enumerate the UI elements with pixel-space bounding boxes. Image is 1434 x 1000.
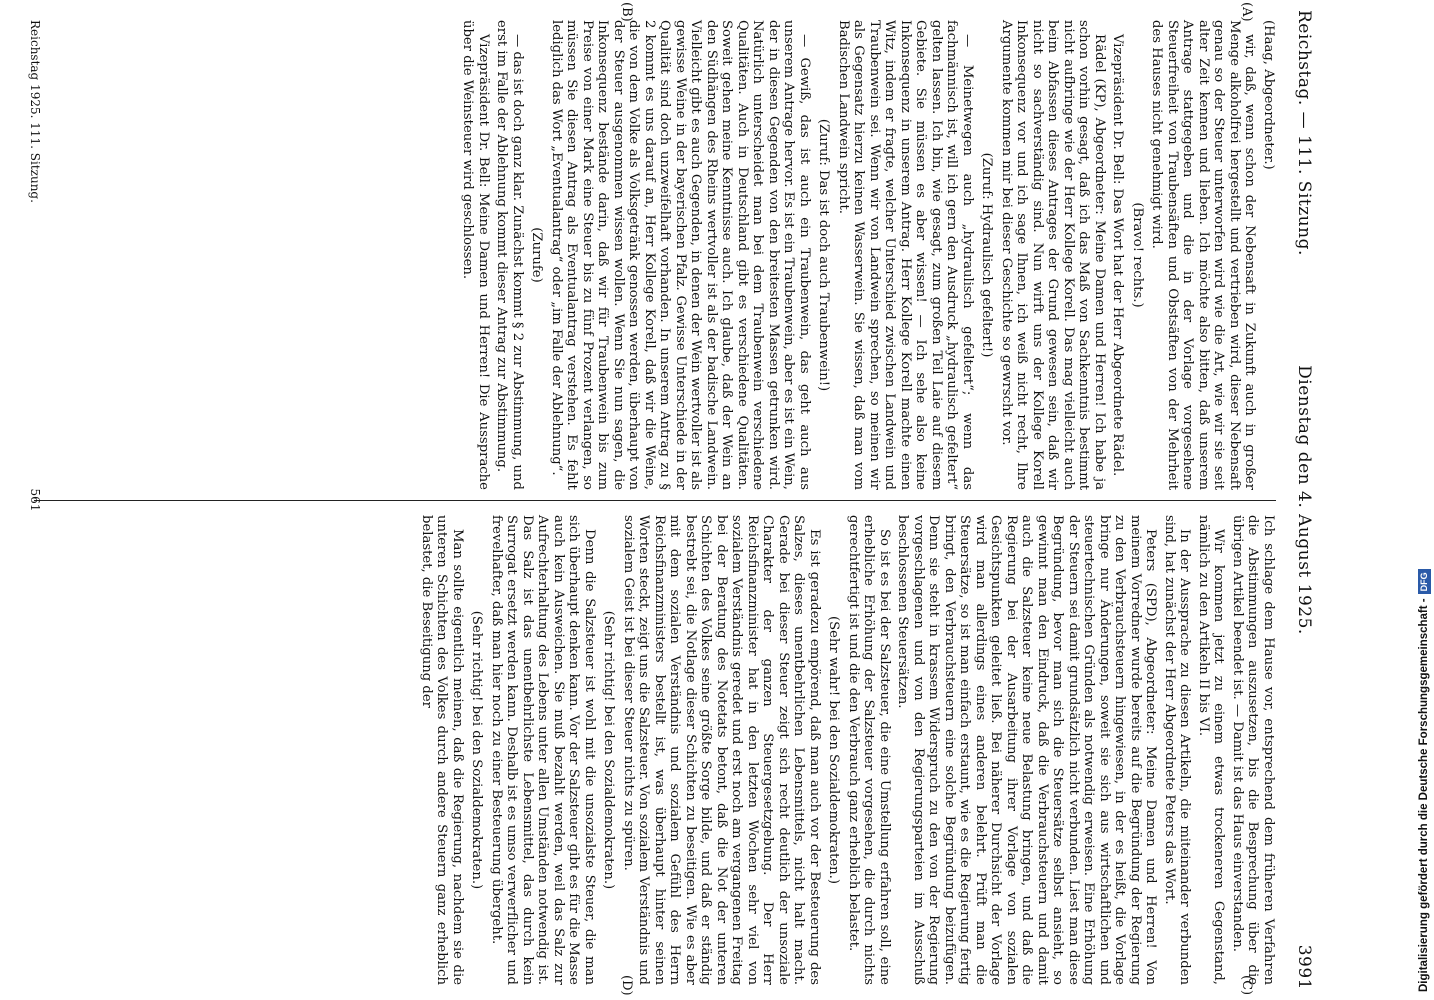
- left-column-paragraph: Vizepräsident Dr. Bell: Meine Damen und Herren! Die Aussprache über die Weinsteuer wird geschlossen.: [460, 20, 491, 490]
- funding-text: Digitalisierung gefördert durch die Deutsche Forschungsgemeinschaft -: [1418, 598, 1430, 992]
- right-column-paragraph: Peters (SPD), Abgeordneter: Meine Damen und Herren! Von meinem Vorredner wurde bereits auf die Begründung der Regierung zu den Verbrauchsteuern hingewiesen, in der es heißt, die Vorlage bringe nur Änderungen, soweit sie sich aus wirtschaftlichen und steuertechnischen Gründen als notwendig erweisen. Eine Erhöhung der Steuern sei damit grundsätzlich nicht verbunden. Liest man diese Begründung, bevor man sich die Steuersätze selbst ansieht, so gewinnt man den Eindruck, daß die Verbrauchsteuern und damit auch die Salzsteuer keine neue Belastung bringen, und daß die Regierung bei der Ausarbeitung ihrer Vorlage von sozialen Gesichtspunkten geleitet ließ. Bei näherer Durchsicht der Vorlage wird man allerdings eines anderen belehrt. Prüft man die Steuersätze, so ist man einfach erstaunt, wie es die Regierung fertig bringt, den Verbrauchsteuern eine solche Begründung beizufügen. Denn sie steht in krassem Widerspruch zu den von der Regierung vorgeschlagenen und von den Regierungsparteien im Ausschuß beschlossenen Steuersätzen.: [895, 515, 1159, 985]
- right-column-paragraph: So ist es bei der Salzsteuer, die eine Umstellung erfahren soll, eine erhebliche Erhöhung der Salzsteuer vorgesehen, die durch nichts gerechtfertigt ist und die den Verbrauch ganz erheblich belastet.: [846, 515, 892, 985]
- left-column-paragraph: (Zuruf: Hydraulisch gefeltert!): [979, 152, 995, 358]
- left-column-paragraph: Vizepräsident Dr. Bell: Das Wort hat der Herr Abgeordnete Rädel.: [1110, 34, 1126, 477]
- left-column-paragraph: wir, daß, wenn schon der Nebensaft in Zukunft auch in großer Menge alkoholfrei hergestellt und vertrieben wird, dieser Nebensaft genau so der Steuer unterworfen wird wie die Art, wie wir sie seit alter Zeit kennen und lieben. Ich möchte also bitten, daß unserem Antrage stattgegeben und die in der Vorlage vorgesehene Steuerfreiheit von Traubensäften und Obstsäften von der Mehrheit des Hauses nicht genehmigt wird.: [1149, 20, 1258, 490]
- footer-left: Reichstag 1925. 111. Sitzung.: [28, 20, 42, 203]
- page-header: [1284, 10, 1314, 990]
- right-column-paragraph: Wir kommen jetzt zu einem etwas trockeneren Gegenstand, nämlich zu den Artikeln II bis VI.: [1196, 515, 1227, 985]
- left-column-paragraph: (Haag, Abgeordneter.): [1261, 20, 1276, 170]
- left-column-paragraph: (Zuruf: Das ist doch auch Traubenwein!): [816, 118, 832, 392]
- right-column-paragraph: (Sehr wahr! bei den Sozialdemokraten.): [826, 616, 842, 884]
- header-page-number: 3991: [1294, 944, 1314, 990]
- left-column-paragraph: (Zurufe): [529, 227, 545, 283]
- left-column-paragraph: — das ist doch ganz klar. Zunächst kommt § 2 zur Abstimmung, und erst im Falle der Ablehnung kommt dieser Antrag zur Abstimmung.: [494, 20, 525, 490]
- margin-marker-b: (B): [619, 2, 634, 22]
- left-column: [457, 20, 1276, 490]
- left-column-paragraph: Rädel (KP), Abgeordneter: Meine Damen und Herren! Ich habe ja schon vorhin gesagt, daß ich das Maß von Sachkenntnis bestimmt nicht aufbringe wie der Herr Kollege Korell. Das mag vielleicht auch beim Abfassen dieses Antrages der Grund gewesen sein, daß wir nicht so sachverständig sind. Nun wirft uns der Kollege Korell Inkonsequenz vor und ich sage Ihnen, ich weiß nicht recht, Ihre Argumente kommen mir bei dieser Geschichte so gewrscht vor.: [999, 20, 1107, 490]
- right-column-paragraph: Denn die Salzsteuer ist wohl mit die unsozialste Steuer, die man sich überhaupt denken kann. Vor der Salzsteuer gibt es für die Masse auch kein Ausweichen. Sie muß bezahlt werden, weil das Salz zur Aufrechterhaltung des Lebens unter allen Umständen notwendig ist. Das Salz ist das unentbehrlichste Lebensmittel, das durch kein Surrogat ersetzt werden kann. Deshalb ist es umso verwerflicher und frevelhafter, daß man hier noch zu einer Besteuerung übergeht.: [489, 515, 597, 985]
- right-column-paragraph: Ich schlage dem Hause vor, entsprechend dem früheren Verfahren die Abstimmungen auszusetzen, bis die Besprechung über die übrigen Artikel beendet ist. — Damit ist das Haus einverstanden.: [1230, 515, 1276, 985]
- left-column-paragraph: — Gewiß, das ist auch ein Traubenwein, das geht auch aus unserem Antrage hervor. Es ist ein Traubenwein, aber es ist ein Wein, der in diesen Gegenden von den breitesten Massen getrunken wird. Natürlich unterscheidet man bei dem Traubenwein verschiedene Qualitäten. Auch in Deutschland gibt es verschiedene Qualitäten. Soweit gehen meine Kenntnisse auch. Ich glaube, daß der Wein an den Südhängen des Rheins wertvoller ist als der badische Landwein. Vielleicht gibt es auch Gegenden, in denen der Wein wertvoller ist als gewisse Weine in der bayerischen Pfalz. Gewisse Unterschiede in der Qualität sind doch unzweifelhaft vorhanden. In unserem Antrag zu § 2 kommt es uns darauf an, Herr Kollege Korell, daß wir die Weine, die von dem Volke als Volksgetränk genossen werden, überhaupt von der Steuer ausgenommen wissen wollen. Wenn Sie nun sagen, die Inkonsequenz bestände darin, daß wir für Traubenwein bis zum Preise von einer Mark eine Steuer bis zu fünf Prozent verlangen, so müssen Sie diesen Antrag als Eventualantrag verstehen. Es fehlt lediglich das Wort „Eventualantrag“ oder „im Falle der Ablehnung“.: [549, 20, 812, 490]
- right-column-paragraph: Man sollte eigentlich meinen, daß die Regierung, nachdem sie die unteren Schichten des Volkes durch andere Steuern ganz erheblich belastet, die Beseitigung der: [419, 515, 465, 985]
- rotated-page: [14, 0, 1324, 1000]
- right-column-paragraph: Es ist geradezu empörend, daß man auch vor der Besteuerung des Salzes, dieses unentbehrlichen Lebensmittels, nicht halt macht. Gerade bei dieser Steuer zeigt sich recht deutlich der unsoziale Charakter der ganzen Steuergesetzgebung. Der Herr Reichsfinanzminister hat in den letzten Wochen sehr viel von sozialem Verständnis geredet und erst noch am vergangenen Freitag bei der Beratung des Notetats betont, daß die Not der unteren Schichten des Volkes seine größte Sorge bilde, und daß er ständig bestrebt sei, die Notlage dieser Schichten zu beseitigen. Wie es aber mit dem sozialen Verständnis und sozialem Gefühl des Herrn Reichsfinanzministers bestellt ist, was überhaupt hinter seinen Worten steckt, zeigt uns die Salzsteuer. Von sozialem Verständnis und sozialem Geist ist bei dieser Steuer nichts zu spüren.: [621, 515, 822, 985]
- footer-page-number: 561: [28, 488, 42, 512]
- right-column-paragraph: (Sehr richtig! bei den Sozialdemokraten.): [601, 610, 617, 890]
- margin-marker-c: (C): [1239, 975, 1254, 996]
- header-left: Reichstag. — 111. Sitzung.: [1294, 10, 1314, 256]
- column-divider: [34, 500, 1276, 501]
- margin-marker-a: (A): [1239, 2, 1254, 22]
- left-column-paragraph: — Meinetwegen auch „hydraulisch gefeltert“; wenn das fachmännisch ist, will ich gern den Ausdruck „hydraulisch gefeltert“ gelten lassen. Ich bin, wie gesagt, zum großen Teil Laie auf diesem Gebiete. Sie müssen es aber wissen! — Ich sehe also keine Inkonsequenz in unserem Antrag. Herr Kollege Korell machte einen Witz, indem er fragte, welcher Unterschied zwischen Landwein und Traubenwein sei. Wenn wir von Landwein sprechen, so meinen wir als Gegensatz hierzu keinen Wasserwein. Sie wissen, daß man vom Badischen Landwein spricht.: [836, 20, 975, 490]
- right-column: [416, 515, 1277, 985]
- funding-sidebar: [1415, 8, 1433, 992]
- header-date: Dienstag den 4. August 1925.: [1294, 365, 1314, 635]
- right-column-paragraph: In der Aussprache zu diesen Artikeln, die miteinander verbunden sind, hat zunächst der Herr Abgeordnete Peters das Wort.: [1162, 515, 1193, 985]
- left-column-paragraph: (Bravo! rechts.): [1130, 202, 1145, 308]
- margin-marker-d: (D): [619, 975, 634, 996]
- right-column-paragraph: (Sehr richtig! bei den Sozialdemokraten.): [469, 610, 485, 890]
- dfg-logo: DFG: [1418, 569, 1431, 594]
